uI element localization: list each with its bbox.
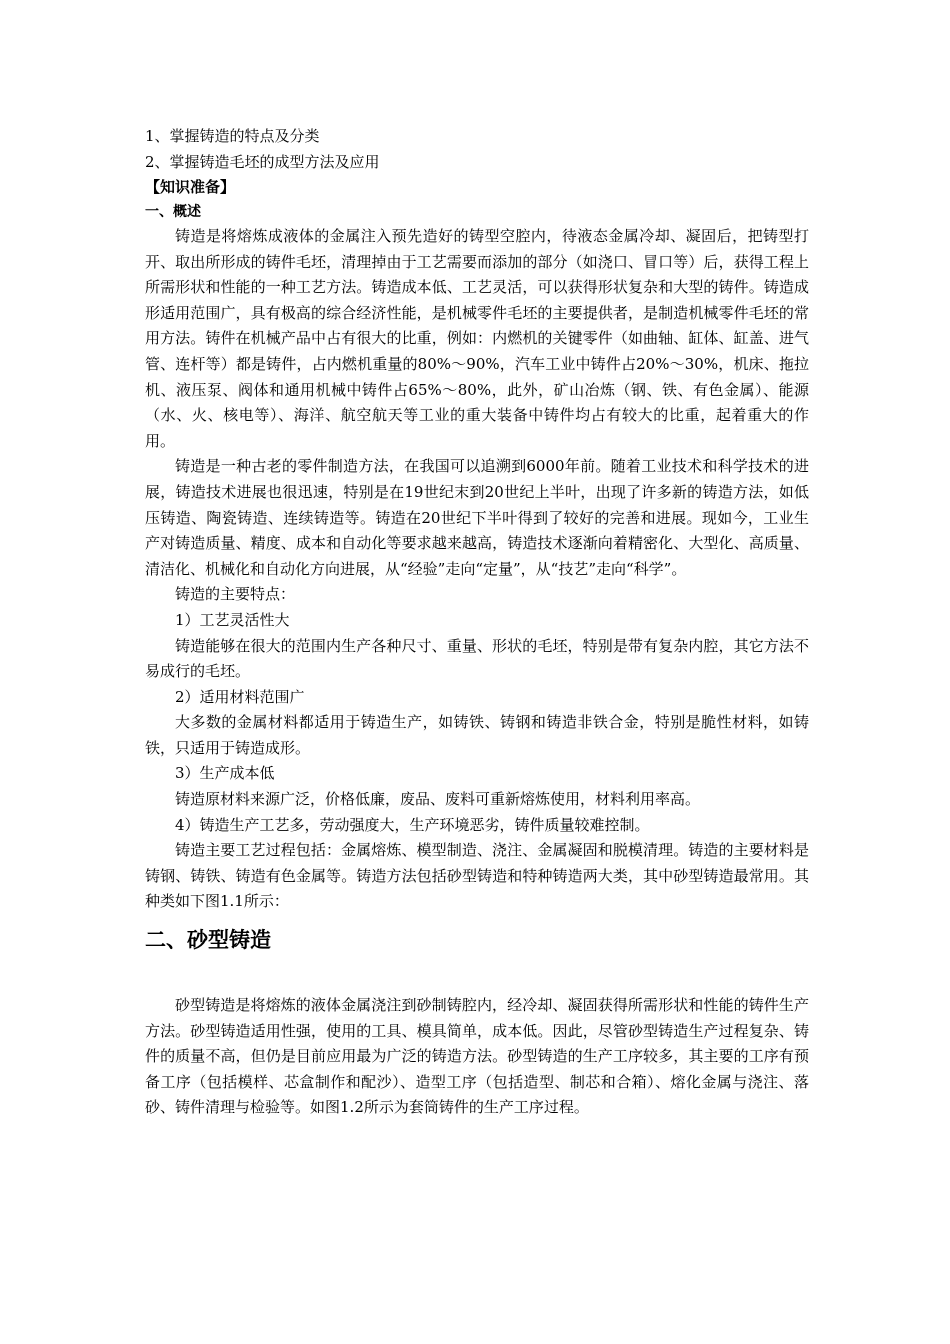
features-intro: 铸造的主要特点： bbox=[175, 585, 296, 604]
feature-1-title: 1）工艺灵活性大 bbox=[175, 610, 290, 629]
feature-3-text: 铸造原材料来源广泛，价格低廉，废品、废料可重新熔炼使用，材料利用率高。 bbox=[175, 790, 701, 809]
section-sand-casting-title: 二、砂型铸造 bbox=[145, 928, 271, 953]
process-paragraph: 铸造主要工艺过程包括：金属熔炼、模型制造、浇注、金属凝固和脱模清理。铸造的主要材料是铸钢、铸铁、铸造有色金属等。铸造方法包括砂型铸造和特种铸造两大类，其中砂型铸造最常用。其种类如下图1.1所示： bbox=[145, 841, 809, 911]
feature-4-title: 4）铸造生产工艺多，劳动强度大，生产环境恶劣，铸件质量较难控制。 bbox=[175, 815, 650, 834]
feature-2-title: 2）适用材料范围广 bbox=[175, 687, 305, 706]
feature-3-title: 3）生产成本低 bbox=[175, 764, 275, 783]
section-overview-title: 一、概述 bbox=[145, 204, 201, 220]
sand-casting-paragraph: 砂型铸造是将熔炼的液体金属浇注到砂制铸腔内，经冷却、凝固获得所需形状和性能的铸件生产方法。砂型铸造适用性强，使用的工具、模具简单，成本低。因此，尽管砂型铸造生产过程复杂、铸件的质量不高，但仍是目前应用最为广泛的铸造方法。砂型铸造的生产工序较多，其主要的工序有预备工序（包括模样、芯盒制作和配沙）、造型工序（包括造型、制芯和合箱）、熔化金属与浇注、落砂、铸件清理与检验等。如图1.2所示为套筒铸件的生产工序过程。 bbox=[145, 996, 809, 1117]
document-page bbox=[145, 124, 809, 1121]
feature-2-text: 大多数的金属材料都适用于铸造生产，如铸铁、铸钢和铸造非铁合金，特别是脆性材料，如铸铁，只适用于铸造成形。 bbox=[145, 713, 809, 757]
knowledge-heading: 【知识准备】 bbox=[145, 178, 236, 196]
overview-paragraph-2: 铸造是一种古老的零件制造方法，在我国可以追溯到6000年前。随着工业技术和科学技术的进展，铸造技术进展也很迅速，特别是在19世纪末到20世纪上半叶，出现了许多新的铸造方法，如低压铸造、陶瓷铸造、连续铸造等。铸造在20世纪下半叶得到了较好的完善和进展。现如今，工业生产对铸造质量、精度、成本和自动化等要求越来越高，铸造技术逐渐向着精密化、大型化、高质量、清洁化、机械化和自动化方向进展，从“经验”走向“定量”，从“技艺”走向“科学”。 bbox=[145, 457, 809, 578]
overview-paragraph-1: 铸造是将熔炼成液体的金属注入预先造好的铸型空腔内，待液态金属冷却、凝固后，把铸型打开、取出所形成的铸件毛坯，清理掉由于工艺需要而添加的部分（如浇口、冒口等）后，获得工程上所需形状和性能的一种工艺方法。铸造成本低、工艺灵活，可以获得形状复杂和大型的铸件。铸造成形适用范围广，具有极高的综合经济性能，是机械零件毛坯的主要提供者，是制造机械零件毛坯的常用方法。铸件在机械产品中占有很大的比重，例如：内燃机的关键零件（如曲轴、缸体、缸盖、进气管、连杆等）都是铸件，占内燃机重量的80%～90%，汽车工业中铸件占20%～30%，机床、拖拉机、液压泵、阀体和通用机械中铸件占65%～80%，此外，矿山冶炼（钢、铁、有色金属）、能源（水、火、核电等）、海洋、航空航天等工业的重大装备中铸件均占有较大的比重，起着重大的作用。 bbox=[145, 227, 809, 450]
feature-1-text: 铸造能够在很大的范围内生产各种尺寸、重量、形状的毛坯，特别是带有复杂内腔，其它方法不易成行的毛坯。 bbox=[145, 636, 809, 681]
objective-1: 1、掌握铸造的特点及分类 bbox=[145, 127, 320, 145]
objective-2: 2、掌握铸造毛坯的成型方法及应用 bbox=[145, 152, 380, 171]
